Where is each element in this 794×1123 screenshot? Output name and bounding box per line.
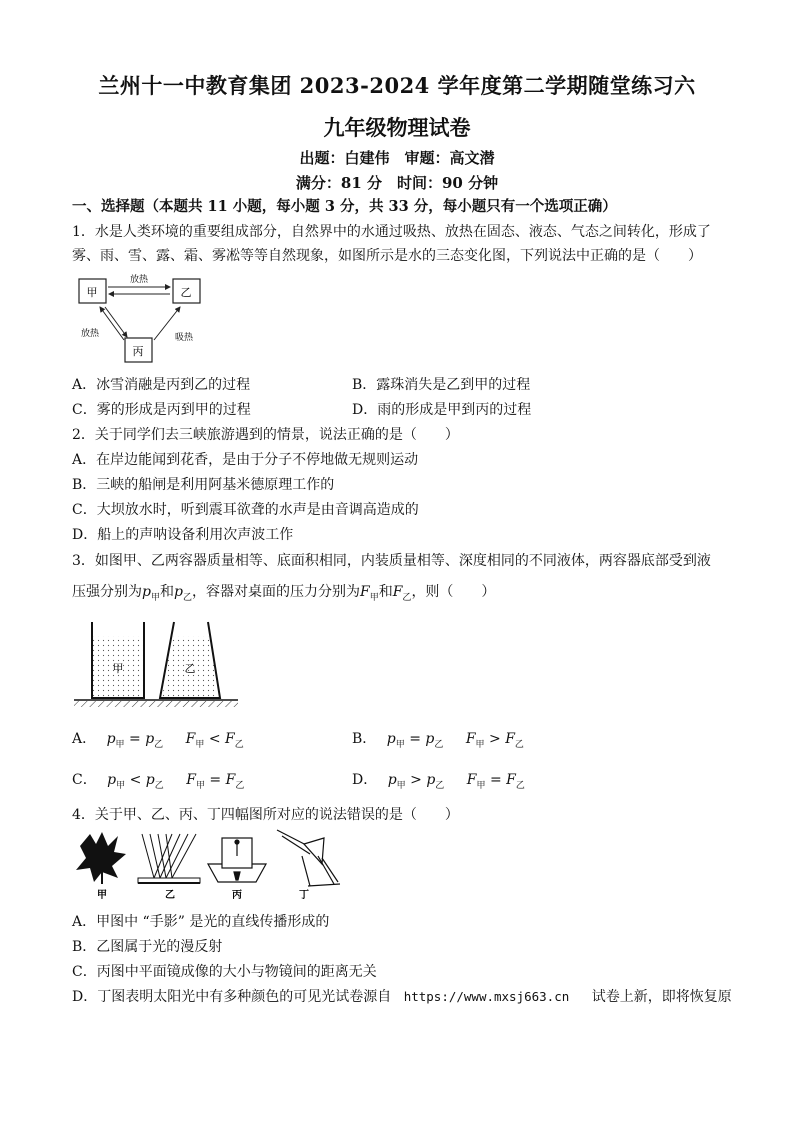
q4-option-a: A．甲图中 “手影” 是光的直线传播形成的 [72, 914, 330, 930]
arrow-right-label: 吸热 [174, 333, 194, 343]
q1-option-c: C．雾的形成是丙到甲的过程 [72, 402, 251, 418]
q4-stem: 4．关于甲、乙、丙、丁四幅图所对应的说法错误的是（ ） [72, 807, 459, 823]
tabletop-hatch [74, 701, 238, 707]
symbol-f-yi: $F_乙$ [392, 584, 412, 603]
q4-option-c: C．丙图中平面镜成像的大小与物镜间的距离无关 [72, 964, 377, 980]
exam-subtitle: 九年级物理试卷 [323, 115, 471, 140]
symbol-p-jia: $p_甲$ [142, 584, 160, 603]
q4-figure-bing [208, 838, 266, 882]
q4-option-d: D．丁图表明太阳光中有多种颜色的可见光试卷源自 https://www.mxsj663.cn 试卷上新，即将恢复原 [72, 989, 732, 1005]
container-jia-label: 甲 [112, 662, 124, 675]
q1-stem-line2: 雾、雨、雪、露、霜、雾凇等等自然现象，如图所示是水的三态变化图，下列说法中正确的是（ ） [72, 248, 702, 264]
authors-line: 出题：白建伟 审题：高文潜 [299, 149, 495, 167]
symbol-f-jia: $F_甲$ [359, 584, 379, 603]
q1-option-d: D．雨的形成是甲到丙的过程 [352, 402, 532, 418]
q3-stem-line2: 压强分别为$p_甲$和$p_乙$，容器对桌面的压力分别为$F_甲$和$F_乙$，则（ ） [72, 584, 496, 603]
q4-label-jia: 甲 [97, 890, 107, 901]
watermark-link[interactable]: https://www.mxsj663.cn [403, 989, 570, 1004]
q2-stem: 2．关于同学们去三峡旅游遇到的情景，说法正确的是（ ） [72, 427, 459, 443]
q1-stem-line1: 1．水是人类环境的重要组成部分，自然界中的水通过吸热、放热在固态、液态、气态之间转化，形成了 [72, 224, 711, 240]
q3-option-b: B． $p_甲 = p_乙$ $F_甲 > F_乙$ [352, 731, 524, 750]
box-yi-label: 乙 [180, 286, 192, 299]
q3-option-d: D． $p_甲 > p_乙$ $F_甲 = F_乙$ [352, 772, 525, 791]
q4-figure-ding [277, 830, 340, 886]
section-heading: 一、选择题（本题共 11 小题，每小题 3 分，共 33 分，每小题只有一个选项正确） [72, 198, 617, 215]
q2-option-b: B．三峡的船闸是利用阿基米德原理工作的 [72, 477, 335, 493]
q4-label-yi: 乙 [165, 890, 175, 901]
arrow-bing-to-jia [100, 307, 124, 340]
q3-stem-line1: 3．如图甲、乙两容器质量相等、底面积相同，内装质量相等、深度相同的不同液体，两容器底部受到液 [72, 553, 711, 569]
q3-containers-figure [72, 614, 242, 714]
exam-title: 兰州十一中教育集团 2023-2024 学年度第二学期随堂练习六 [98, 73, 696, 98]
q4-figures [72, 826, 342, 906]
q3-option-c: C． $p_甲 < p_乙$ $F_甲 = F_乙$ [72, 772, 245, 791]
arrow-left-label: 放热 [80, 329, 100, 339]
q1-state-diagram [72, 270, 222, 370]
symbol-p-yi: $p_乙$ [173, 584, 192, 603]
arrow-jia-to-bing [105, 307, 127, 337]
q1-option-b: B．露珠消失是乙到甲的过程 [352, 377, 531, 393]
q2-option-a: A．在岸边能闻到花香，是由于分子不停地做无规则运动 [72, 452, 419, 468]
q4-label-ding: 丁 [299, 890, 309, 901]
box-jia-label: 甲 [86, 286, 98, 299]
q3-option-a: A． $p_甲 = p_乙$ $F_甲 < F_乙$ [72, 731, 244, 750]
q4-figure-jia [76, 832, 126, 884]
q3-text-a: 压强分别为 [72, 584, 142, 600]
container-yi-label: 乙 [184, 662, 196, 675]
box-bing-label: 丙 [132, 345, 144, 358]
score-time-line: 满分：81 分 时间：90 分钟 [295, 174, 499, 192]
q2-option-c: C．大坝放水时，听到震耳欲聋的水声是由音调高造成的 [72, 502, 419, 518]
q4-figure-yi [138, 834, 200, 883]
q4-label-bing: 丙 [232, 890, 242, 901]
q2-option-d: D．船上的声呐设备利用次声波工作 [72, 527, 294, 543]
q4-option-b: B．乙图属于光的漫反射 [72, 939, 223, 955]
watermark-tail: 试卷上新，即将恢复原 [591, 989, 732, 1005]
q1-option-a: A．冰雪消融是丙到乙的过程 [72, 377, 251, 393]
arrow-top-label: 放热 [129, 275, 149, 285]
